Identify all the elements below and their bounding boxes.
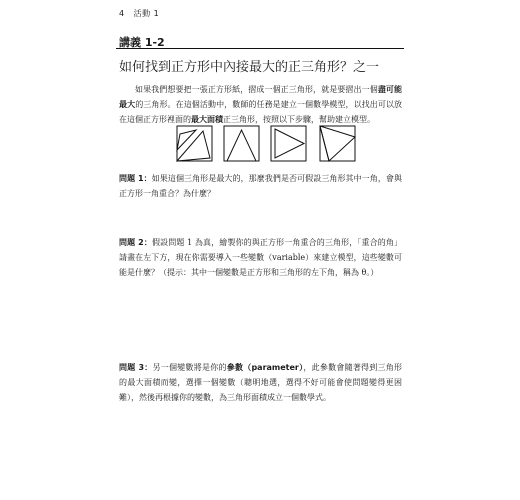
intro-text-3: 正三角形，按照以下步驟，幫助建立模型。 (223, 115, 375, 124)
question-3-bold: 參數（parameter） (226, 363, 304, 372)
question-1-text: 如果這個三角形是最大的，那麼我們是否可假設三角形其中一角，會與正方形一角重合？為什麼？ (119, 174, 402, 198)
question-2 (119, 235, 402, 280)
lesson-label: 講義 1-2 (119, 36, 165, 49)
question-1 (119, 171, 402, 201)
question-3 (119, 360, 402, 405)
figure-2 (224, 126, 259, 161)
figure-1 (177, 126, 212, 161)
question-2-label: 問題 2： (119, 238, 152, 247)
intro-text-2: 的三角形。在這個活動中，數師的任務是建立一個數學模型，以找出可以放在這個正方形裡面的 (119, 100, 403, 124)
question-1-label: 問題 1： (119, 174, 152, 183)
figure-4 (320, 126, 355, 161)
page-title: 如何找到正方形中內接最大的正三角形？之一 (119, 60, 380, 75)
intro-bold-2: 最大面積 (191, 114, 223, 124)
question-3-text-2: ，此參數會隨著得到三角形的最大面積而變，選擇一個變數（聰明地選，選得不好可能會使問題變得更困難），然後再根據你的變數，為三角形面積成立一個數學式。 (119, 363, 403, 402)
page-number: 4 (119, 9, 125, 18)
figure-3 (271, 126, 306, 161)
intro-text-1: 如果我們想要把一張正方形紙，摺成一個正三角形，就是要摺出一個 (135, 85, 378, 94)
question-3-text-1: 另一個變數將是你的 (152, 363, 227, 372)
question-2-text: 假設問題 1 為真，繪製你的與正方形一角重合的三角形，「重合的角」請畫在左下方，現在你需要導入一些變數（variable）來建立模型，這些變數可能是什麼？（提示：其中一個變數是正方形和三角形的左下角，稱為 θ。） (119, 238, 402, 277)
question-3-label: 問題 3： (119, 363, 153, 372)
intro-bold-1: 盡可能最大 (119, 84, 402, 109)
section-name: 活動 1 (133, 9, 160, 18)
